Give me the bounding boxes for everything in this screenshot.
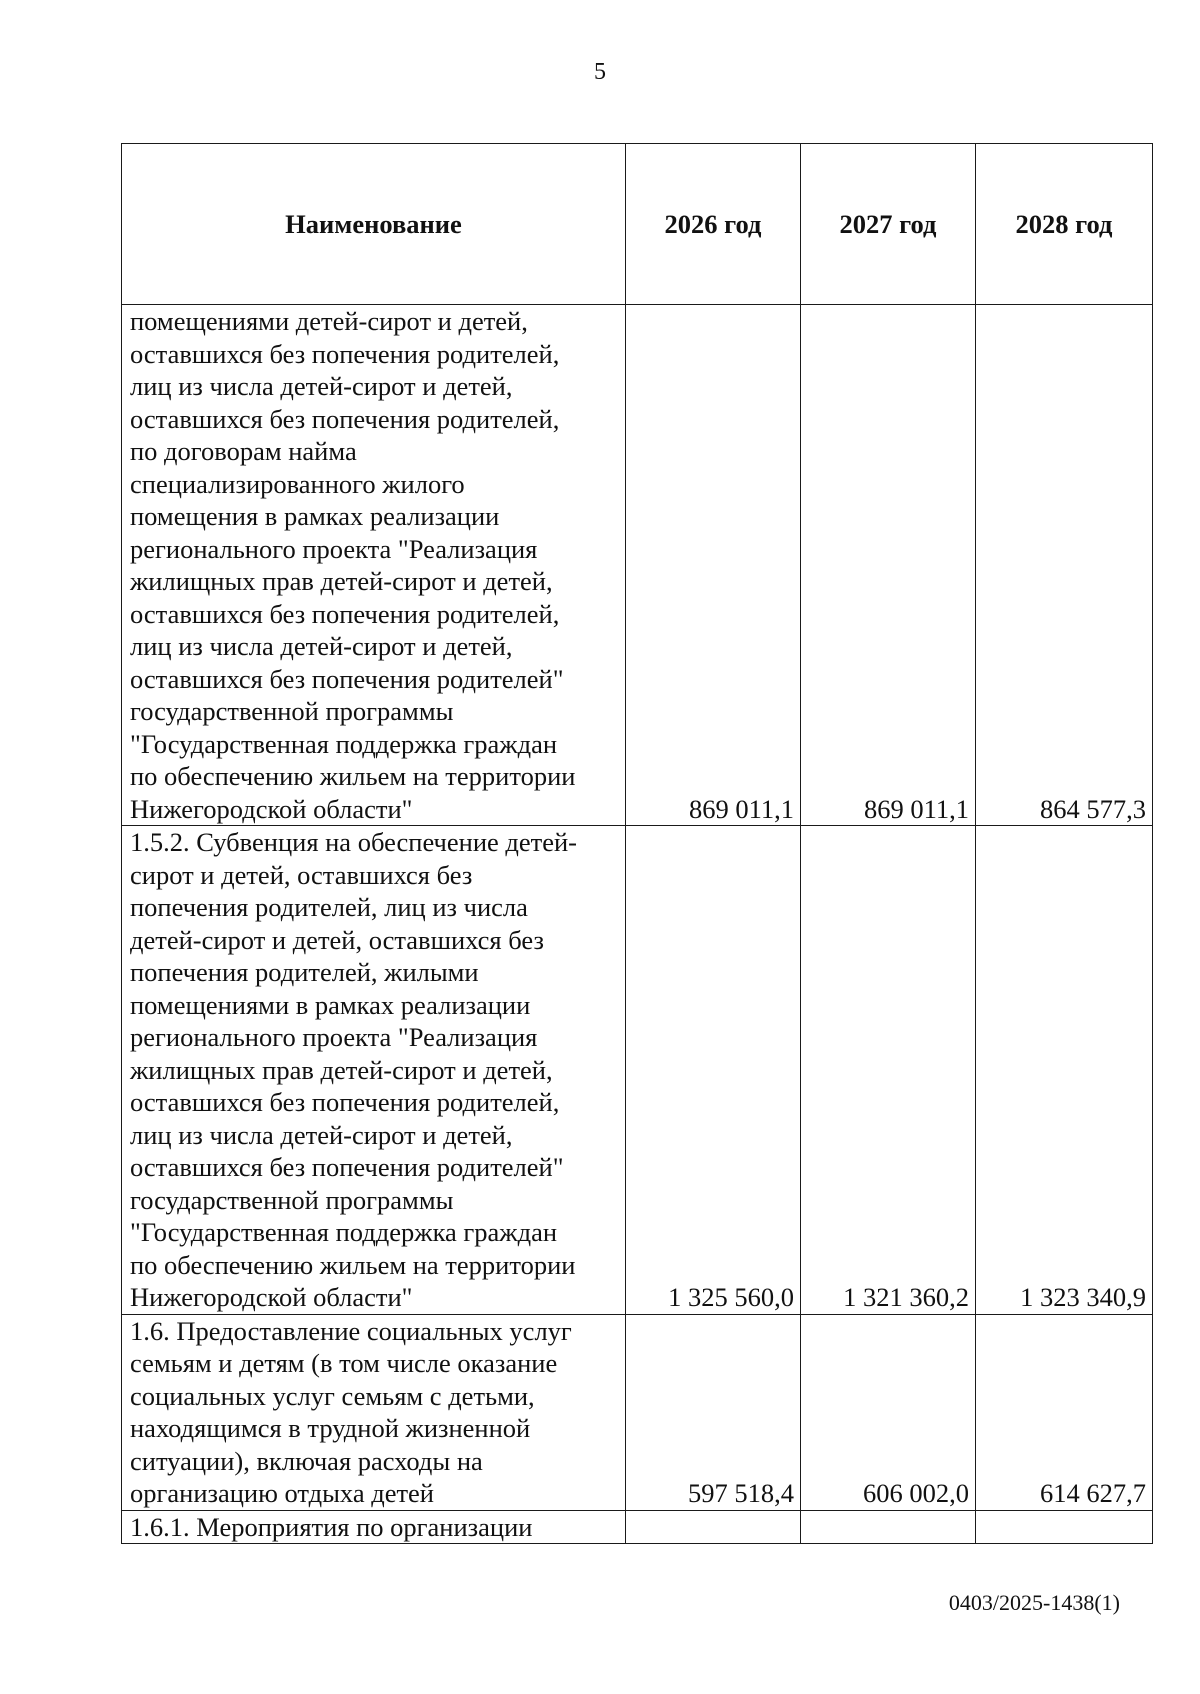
row-name-cell <box>122 1314 626 1510</box>
page-number: 5 <box>594 59 606 85</box>
header-2027: 2027 год <box>801 144 976 305</box>
row-name: 1.6. Предоставление социальных услуг семьям и детям (в том числе оказание социальных услуг семьям с детьми, находящимся в трудной жизненной ситуации), включая расходы на организацию отдыха детей <box>130 1315 572 1508</box>
row-value-2027: 869 011,1 <box>801 305 976 826</box>
row-name: 1.6.1. Мероприятия по организации <box>130 1511 533 1542</box>
header-2026: 2026 год <box>626 144 801 305</box>
table-row <box>122 1510 1153 1544</box>
row-value-2026: 1 325 560,0 <box>626 826 801 1315</box>
row-value-2028 <box>976 1510 1153 1544</box>
budget-table <box>121 143 1153 1544</box>
row-value-2026 <box>626 1510 801 1544</box>
table-row <box>122 826 1153 1315</box>
row-value-2028: 614 627,7 <box>976 1314 1153 1510</box>
table-header <box>122 144 1153 305</box>
header-name: Наименование <box>122 144 626 305</box>
document-code: 0403/2025-1438(1) <box>948 1590 1120 1615</box>
table-body <box>122 305 1153 1544</box>
row-name: помещениями детей-сирот и детей, оставшихся без попечения родителей, лиц из числа детей-сирот и детей, оставшихся без попечения родителей, по договорам найма специализированного жилого помещения в рамках реализации регионального проекта "Реализация жилищных прав детей-сирот и детей, оставшихся без попечения родителей, лиц из числа детей-сирот и детей, оставшихся без попечения родителей" государственной программы "Государственная поддержка граждан по обеспечению жильем на территории Нижегородской области" <box>130 306 576 824</box>
row-value-2027: 606 002,0 <box>801 1314 976 1510</box>
row-name: 1.5.2. Субвенция на обеспечение детей- сирот и детей, оставшихся без попечения родителей, лиц из числа детей-сирот и детей, оставшихся без попечения родителей, жилыми помещениями в рамках реализации регионального проекта "Реализация жилищных прав детей-сирот и детей, оставшихся без попечения родителей, лиц из числа детей-сирот и детей, оставшихся без попечения родителей" государственной программы "Государственная поддержка граждан по обеспечению жильем на территории Нижегородской области" <box>130 827 577 1312</box>
table-row <box>122 1314 1153 1510</box>
row-name-cell <box>122 305 626 826</box>
row-value-2028: 864 577,3 <box>976 305 1153 826</box>
row-value-2026: 597 518,4 <box>626 1314 801 1510</box>
row-value-2028: 1 323 340,9 <box>976 826 1153 1315</box>
header-2028: 2028 год <box>976 144 1153 305</box>
table-row <box>122 305 1153 826</box>
row-name-cell <box>122 826 626 1315</box>
row-value-2026: 869 011,1 <box>626 305 801 826</box>
row-value-2027 <box>801 1510 976 1544</box>
header-row <box>122 144 1153 305</box>
row-name-cell <box>122 1510 626 1544</box>
row-value-2027: 1 321 360,2 <box>801 826 976 1315</box>
